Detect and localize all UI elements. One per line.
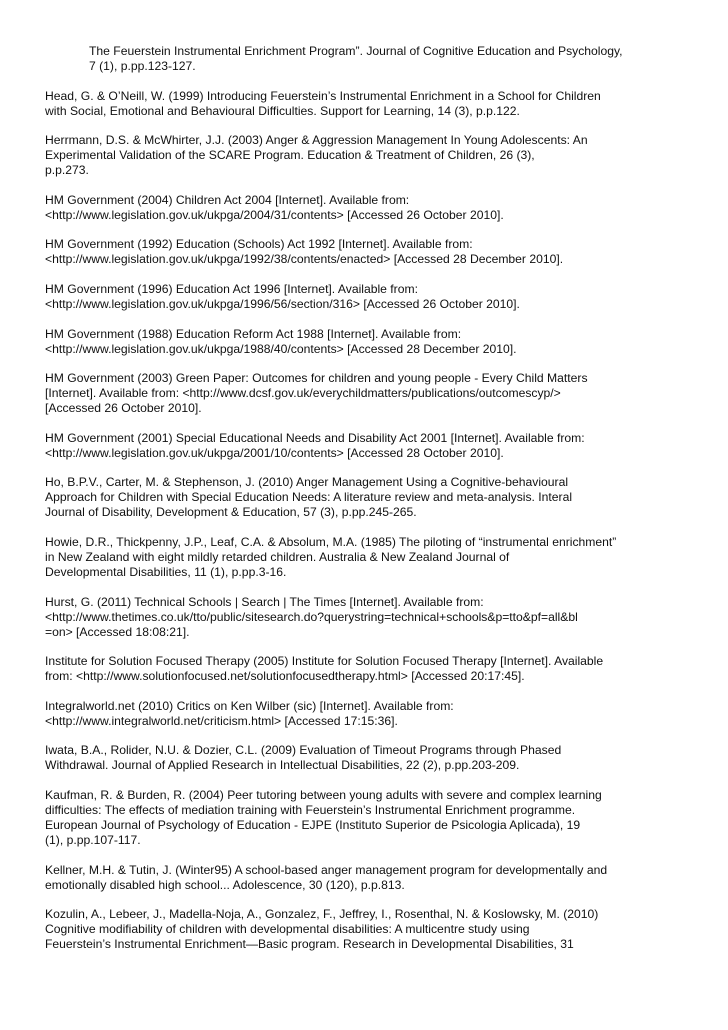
reference-entry — [45, 863, 704, 893]
reference-line: Approach for Children with Special Education Needs: A literature review and meta-analysis. Interal — [45, 490, 573, 505]
reference-line: Ho, B.P.V., Carter, M. & Stephenson, J. (2010) Anger Management Using a Cognitive-behavioural — [45, 475, 569, 490]
reference-line: emotionally disabled high school... Adolescence, 30 (120), p.p.813. — [45, 877, 405, 892]
reference-entry — [45, 282, 704, 312]
reference-line: <http://www.legislation.gov.uk/ukpga/1996/56/section/316> [Accessed 26 October 2010]. — [45, 296, 520, 311]
reference-line: Kaufman, R. & Burden, R. (2004) Peer tutoring between young adults with severe and complex learning — [45, 787, 602, 802]
reference-line: difficulties: The effects of mediation training with Feuerstein’s Instrumental Enrichment programme. — [45, 802, 576, 817]
reference-line: [Internet]. Available from: <http://www.dcsf.gov.uk/everychildmatters/publications/outcomescyp/> — [45, 386, 561, 401]
reference-line: 7 (1), p.pp.123-127. — [89, 59, 196, 73]
reference-line: HM Government (2001) Special Educational Needs and Disability Act 2001 [Internet]. Available from: — [45, 430, 585, 445]
reference-line: =on> [Accessed 18:08:21]. — [45, 624, 190, 639]
reference-entry — [45, 89, 704, 119]
reference-line: Journal of Disability, Development & Education, 57 (3), p.pp.245-265. — [45, 505, 417, 520]
reference-entry — [45, 193, 704, 223]
reference-line: Cognitive modifiability of children with developmental disabilities: A multicentre study using — [45, 922, 530, 937]
reference-line: Institute for Solution Focused Therapy (2005) Institute for Solution Focused Therapy [Internet]. Available — [45, 654, 604, 669]
reference-entry — [45, 237, 704, 267]
reference-entry — [45, 133, 704, 178]
reference-line: <http://www.integralworld.net/criticism.html> [Accessed 17:15:36]. — [45, 713, 398, 728]
reference-line: Withdrawal. Journal of Applied Research in Intellectual Disabilities, 22 (2), p.pp.203-209. — [45, 758, 520, 773]
reference-line: from: <http://www.solutionfocused.net/solutionfocusedtherapy.html> [Accessed 20:17:45]. — [45, 669, 525, 684]
reference-entry — [45, 907, 704, 952]
reference-line: The Feuerstein Instrumental Enrichment Program”. Journal of Cognitive Education and Psychology, — [89, 44, 623, 58]
reference-entry — [45, 535, 704, 580]
reference-entry — [45, 743, 704, 773]
reference-line: Kozulin, A., Lebeer, J., Madella-Noja, A., Gonzalez, F., Jeffrey, I., Rosenthal, N. & Koslowsky, M. (2010) — [45, 907, 599, 922]
reference-line: (1), p.pp.107-117. — [45, 832, 141, 847]
reference-line: Developmental Disabilities, 11 (1), p.pp.3-16. — [45, 564, 287, 579]
reference-entry — [45, 327, 704, 357]
reference-line: HM Government (1996) Education Act 1996 [Internet]. Available from: — [45, 281, 418, 296]
reference-line: European Journal of Psychology of Education - EJPE (Instituto Superior de Psicologia Aplicada), 19 — [45, 817, 581, 832]
reference-line: <http://www.legislation.gov.uk/ukpga/1988/40/contents> [Accessed 28 December 2010]. — [45, 341, 517, 356]
reference-line: in New Zealand with eight mildly retarded children. Australia & New Zealand Journal of — [45, 549, 510, 564]
reference-line: Kellner, M.H. & Tutin, J. (Winter95) A school-based anger management program for developmentally and — [45, 862, 608, 877]
reference-entry — [45, 699, 704, 729]
reference-entry — [45, 371, 704, 416]
reference-line: HM Government (2003) Green Paper: Outcomes for children and young people - Every Child Matters — [45, 371, 588, 386]
reference-line: <http://www.legislation.gov.uk/ukpga/2001/10/contents> [Accessed 28 October 2010]. — [45, 445, 504, 460]
reference-entry — [45, 431, 704, 461]
reference-line: with Social, Emotional and Behavioural Difficulties. Support for Learning, 14 (3), p.p.122. — [45, 103, 520, 118]
reference-entry — [45, 654, 704, 684]
reference-entry — [45, 44, 704, 74]
reference-entry — [45, 788, 704, 848]
reference-line: HM Government (2004) Children Act 2004 [Internet]. Available from: — [45, 192, 410, 207]
reference-line: Feuerstein’s Instrumental Enrichment—Basic program. Research in Developmental Disabilities, 31 — [45, 937, 574, 952]
reference-line: Hurst, G. (2011) Technical Schools | Search | The Times [Internet]. Available from: — [45, 594, 484, 609]
reference-entry — [45, 475, 704, 520]
reference-line: [Accessed 26 October 2010]. — [45, 401, 202, 416]
reference-line: Herrmann, D.S. & McWhirter, J.J. (2003) Anger & Aggression Management In Young Adolescents: An — [45, 133, 588, 148]
reference-line: <http://www.legislation.gov.uk/ukpga/1992/38/contents/enacted> [Accessed 28 December 2010]. — [45, 252, 564, 267]
reference-line: Howie, D.R., Thickpenny, J.P., Leaf, C.A. & Absolum, M.A. (1985) The piloting of “instrumental enrichment” — [45, 534, 617, 549]
reference-line: Experimental Validation of the SCARE Program. Education & Treatment of Children, 26 (3), — [45, 148, 535, 163]
reference-line: Iwata, B.A., Rolider, N.U. & Dozier, C.L. (2009) Evaluation of Timeout Programs through Phased — [45, 743, 562, 758]
reference-line: Head, G. & O’Neill, W. (1999) Introducing Feuerstein’s Instrumental Enrichment in a School for Children — [45, 88, 601, 103]
reference-line: HM Government (1992) Education (Schools) Act 1992 [Internet]. Available from: — [45, 237, 473, 252]
reference-line: <http://www.thetimes.co.uk/tto/public/sitesearch.do?querystring=technical+schools&p=tto&pf=all&bl — [45, 609, 578, 624]
reference-line: p.p.273. — [45, 163, 89, 178]
reference-line: <http://www.legislation.gov.uk/ukpga/2004/31/contents> [Accessed 26 October 2010]. — [45, 207, 504, 222]
reference-line: Integralworld.net (2010) Critics on Ken Wilber (sic) [Internet]. Available from: — [45, 698, 454, 713]
reference-entry — [45, 595, 704, 640]
reference-line: HM Government (1988) Education Reform Act 1988 [Internet]. Available from: — [45, 326, 462, 341]
